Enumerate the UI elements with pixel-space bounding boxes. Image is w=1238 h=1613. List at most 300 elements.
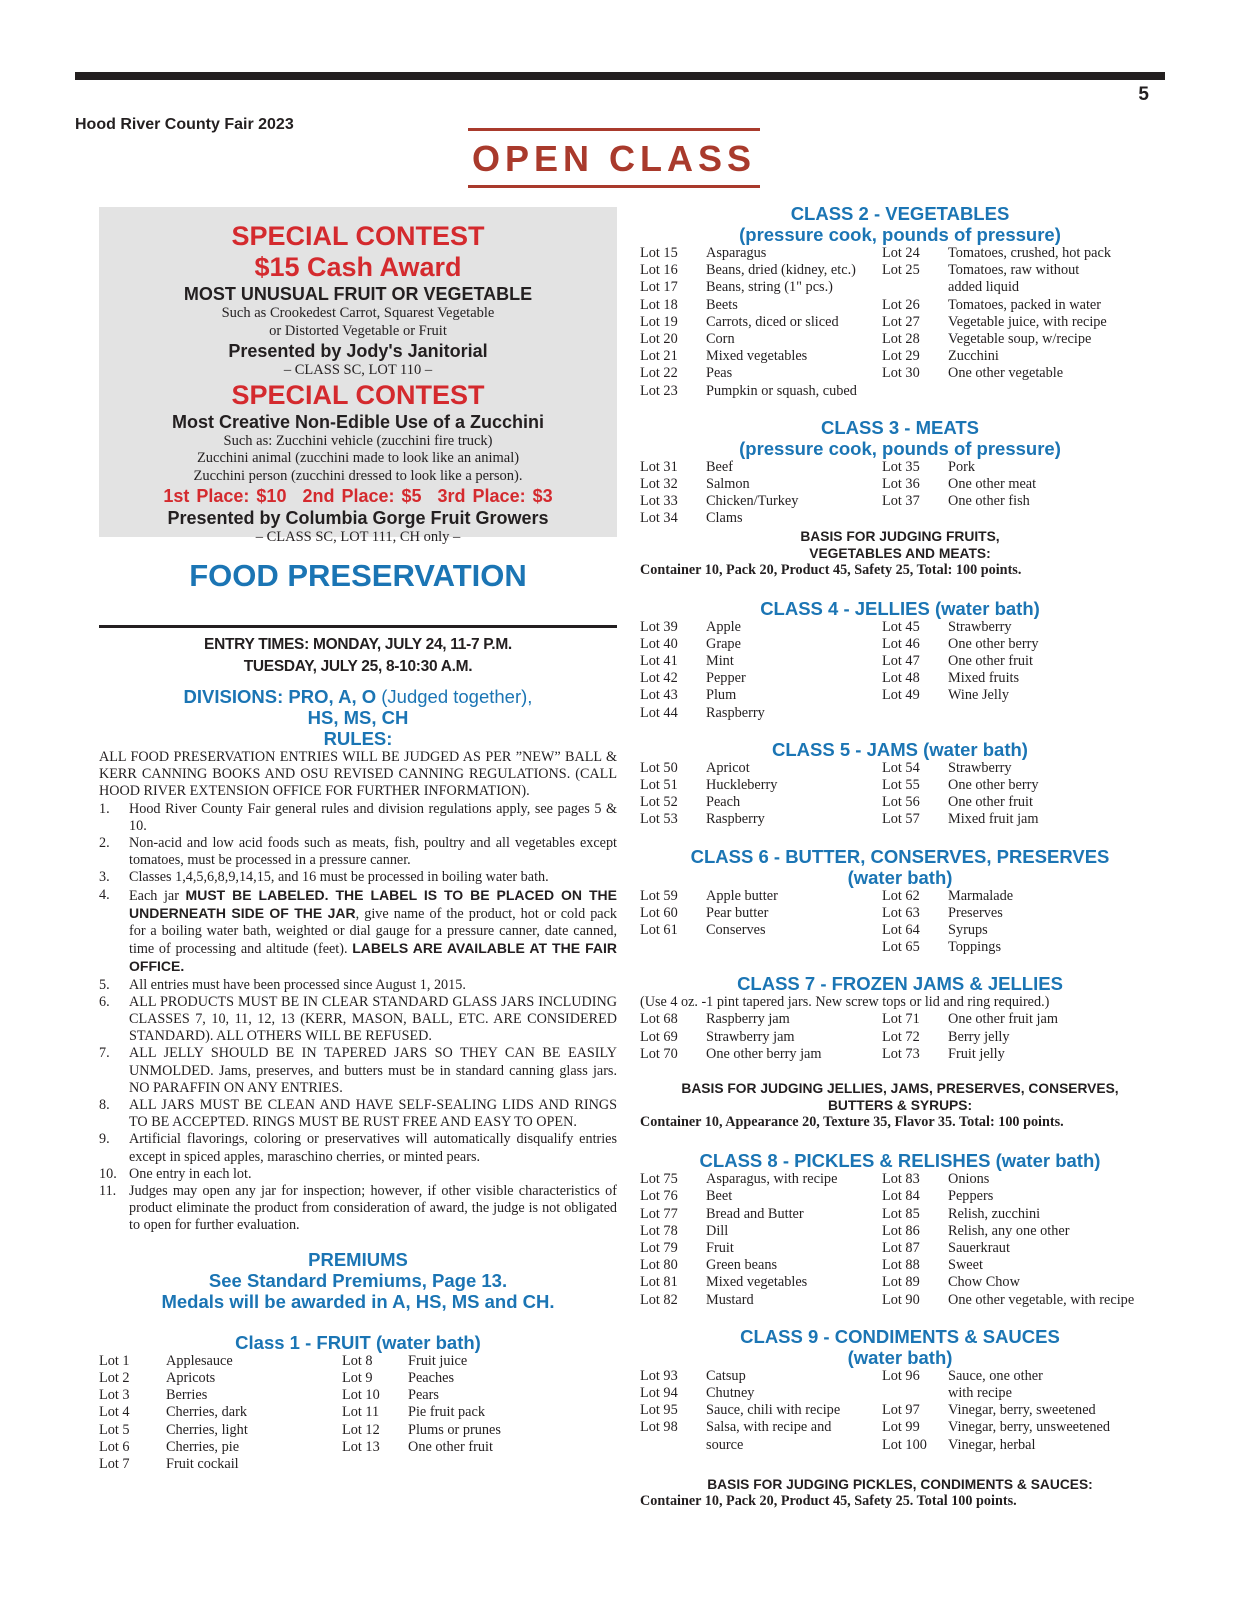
class-2-subtitle: (pressure cook, pounds of pressure) [739,224,1061,245]
lot-description: Pie fruit pack [408,1404,486,1421]
lot-description: Cherries, light [166,1421,248,1438]
lot-number: Lot 19 [640,313,678,330]
lot-description: Preserves [948,904,1003,921]
lot-description: One other vegetable, with recipe [948,1291,1135,1308]
basis-heading: BASIS FOR JUDGING FRUITS, [800,528,1000,544]
lot-row [640,670,1148,687]
lot-description: Chutney [706,1384,755,1401]
lot-description: Cherries, pie [166,1438,240,1455]
lot-description: Pork [948,458,976,475]
rule-item: 5. All entries must have been processed since August 1, 2015. [99,976,466,993]
lot-row [640,794,1148,811]
basis-judging-3 [640,1476,1160,1493]
lot-description: Toppings [948,939,1002,956]
contest-2-desc: Zucchini animal (zucchini made to look like an animal) [196,450,520,466]
lot-number: Lot 41 [640,653,678,670]
lot-description: Relish, any one other [948,1222,1070,1239]
lot-description: Beets [706,296,738,313]
lot-number: Lot 28 [882,331,920,348]
lot-row [640,1402,1148,1419]
lot-number: Lot 48 [882,670,920,687]
lot-number: Lot 97 [882,1402,920,1419]
lot-description: Fruit juice [408,1352,468,1369]
lot-number: Lot 36 [882,476,920,493]
lot-description: Peaches [408,1369,455,1386]
lot-description: Tomatoes, packed in water [948,296,1102,313]
class-2-title: CLASS 2 - VEGETABLES [790,203,1010,224]
lot-number: Lot 3 [99,1387,130,1404]
lot-description: Corn [706,331,735,348]
rule-item: 1. Hood River County Fair general rules and division regulations apply, see pages 5 & 10. [99,800,617,834]
lot-row [640,279,1148,296]
lot-description: One other berry [948,777,1039,794]
lot-number: Lot 39 [640,618,678,635]
divisions [99,686,617,707]
lot-description: Zucchini [948,348,999,365]
lot-number: Lot 61 [640,922,678,939]
lot-number: Lot 72 [882,1028,920,1045]
lot-row [640,383,1148,400]
lot-row [640,1437,1148,1454]
lot-row [640,777,1148,794]
lot-description: Mustard [706,1291,754,1308]
lot-number [882,705,948,722]
basis-judging-1 [640,528,1160,562]
rule-item: 2. Non-acid and low acid foods such as meats, fish, poultry and all vegetables except tomatoes, must be processed in a pressure canner. [99,835,617,869]
lot-number: Lot 50 [640,759,678,776]
lot-description [948,705,1148,722]
lot-row [99,1439,528,1456]
rules-heading: RULES: [323,728,393,749]
class-8-table [640,1171,1158,1309]
lot-number: Lot 1 [99,1352,130,1369]
class-8-title: CLASS 8 - PICKLES & RELISHES (water bath) [699,1150,1101,1172]
lot-description: Plums or prunes [408,1421,501,1438]
lot-number: Lot 10 [342,1387,380,1404]
lot-description: One other fruit [948,794,1033,811]
contest-2-title: SPECIAL CONTEST [231,379,485,410]
lot-description: Beet [706,1188,733,1205]
lot-row [640,510,1148,527]
lot-description: Strawberry [948,618,1012,635]
lot-number: Lot 62 [882,887,920,904]
lot-description: Raspberry jam [706,1011,790,1028]
lot-row [640,1188,1158,1205]
contest-1-desc: or Distorted Vegetable or Fruit [269,322,447,339]
lot-number: Lot 31 [640,458,678,475]
lot-description: added liquid [948,279,1020,296]
lot-description: Apricot [706,759,750,776]
lot-number [882,510,948,527]
lot-number: Lot 60 [640,904,678,921]
lot-row [640,905,1148,922]
class-6-subtitle: (water bath) [847,866,953,888]
lot-number: Lot 43 [640,687,678,704]
lot-description [408,1456,528,1473]
lot-description: Beans, string (1" pcs.) [706,279,833,296]
lot-description: One other fish [948,493,1030,510]
contest-2-prizes [99,485,617,507]
class-3-table [640,459,1148,528]
lot-number: Lot 87 [882,1239,920,1256]
lot-row [99,1422,528,1439]
divisions-label: DIVISIONS: PRO, A, O [183,686,377,707]
lot-description [706,939,882,956]
lot-row [640,705,1148,722]
lot-number: Lot 63 [882,904,920,921]
lot-description: One other berry jam [706,1045,822,1062]
entry-times [99,634,617,678]
lot-row [640,1029,1148,1046]
contest-1-subject: MOST UNUSUAL FRUIT OR VEGETABLE [183,284,533,304]
lot-description: Syrups [948,922,988,939]
contest-2-class: – CLASS SC, LOT 111, CH only – [255,529,461,545]
lot-description: Raspberry [706,704,765,721]
lot-description: Vinegar, berry, sweetened [948,1402,1096,1419]
lot-description: Pear butter [706,904,769,921]
lot-description: One other vegetable [948,365,1064,382]
lot-number [640,1437,706,1454]
lot-description: Berries [166,1387,208,1404]
section-rule [99,625,617,628]
lot-description: Fruit cockail [166,1455,239,1472]
lot-row [640,1046,1148,1063]
lot-number: Lot 57 [882,811,920,828]
class-9-subtitle: (water bath) [847,1346,953,1368]
special-contest-box [99,207,617,545]
contest-1-presenter: Presented by Jody's Janitorial [228,341,488,361]
lot-row [640,297,1148,314]
lot-description: Plum [706,687,737,704]
lot-number: Lot 40 [640,635,678,652]
lot-description: Raspberry [706,811,765,828]
entry-times-line-2: TUESDAY, JULY 25, 8-10:30 A.M. [243,658,473,675]
lot-number: Lot 59 [640,887,678,904]
lot-row [640,314,1148,331]
lot-number: Lot 2 [99,1369,130,1386]
lot-number: Lot 76 [640,1188,678,1205]
premiums-block [99,1249,617,1312]
lot-number [882,279,948,296]
lot-number: Lot 64 [882,922,920,939]
lot-description: Sauce, one other [948,1367,1043,1384]
prize-first: 1st Place: $10 [163,486,287,506]
page-title-block [468,128,760,188]
lot-description: Vinegar, herbal [948,1436,1036,1453]
lot-number: Lot 16 [640,262,678,279]
rules-list [99,801,617,1235]
lot-description: Fruit jelly [948,1045,1005,1062]
contest-2-desc: Such as: Zucchini vehicle (zucchini fire truck) [223,432,493,449]
lot-number: Lot 32 [640,476,678,493]
page-title: OPEN CLASS [471,138,757,179]
lot-row [640,1385,1148,1402]
lot-description: Wine Jelly [948,687,1009,704]
lot-number: Lot 94 [640,1384,678,1401]
lot-description: Marmalade [948,887,1014,904]
lot-description: Apple butter [706,887,778,904]
lot-row [640,1257,1158,1274]
lot-number: Lot 29 [882,348,920,365]
lot-description: Chicken/Turkey [706,493,799,510]
lot-number: Lot 23 [640,382,678,399]
lot-number: Lot 98 [640,1419,678,1436]
lot-row [640,348,1148,365]
lot-number: Lot 93 [640,1367,678,1384]
prize-second: 2nd Place: $5 [302,486,422,506]
lot-description: Onions [948,1171,990,1188]
rule-item: 6. ALL PRODUCTS MUST BE IN CLEAR STANDARD GLASS JARS INCLUDING CLASSES 7, 10, 11, 12, 13 (KERR, MASON, BALL, ETC. ARE CONSIDERED STANDARD). ALL OTHERS WILL BE REFUSED. [99,993,617,1045]
rule-item: 9. Artificial flavorings, coloring or preservatives will automatically disqualify entries except in spiced apples, maraschino cherries, or minted pears. [99,1131,617,1165]
lot-number: Lot 26 [882,296,920,313]
lot-number: Lot 6 [99,1438,130,1455]
lot-description: Beef [706,458,733,475]
lot-description: Tomatoes, crushed, hot pack [948,245,1111,261]
lot-number: Lot 86 [882,1222,920,1239]
lot-number: Lot 90 [882,1291,920,1308]
lot-number: Lot 9 [342,1369,373,1386]
rule-item: 4. Each jar MUST BE LABELED. THE LABEL IS TO BE PLACED ON THE UNDERNEATH SIDE OF THE JAR, give name of the product, hot or cold pack for a boiling water bath, weighted or dial gauge for a pressure canner, date canned, time of processing and altitude (feet). LABELS ARE AVAILABLE AT THE FAIR OFFICE. [99,886,617,975]
lot-row [640,459,1148,476]
lot-description: Salsa, with recipe and [706,1419,832,1436]
lot-number: Lot 84 [882,1188,920,1205]
premiums-heading: PREMIUMS [308,1248,408,1270]
lot-description: Sweet [948,1257,983,1274]
lot-number [882,383,948,400]
top-rule [75,72,1165,80]
lot-number: Lot 15 [640,245,678,261]
lot-number: Lot 99 [882,1419,920,1436]
premiums-note: See Standard Premiums, Page 13. [208,1269,508,1291]
lot-number: Lot 96 [882,1367,920,1384]
lot-number: Lot 83 [882,1171,920,1188]
lot-number [882,1385,948,1402]
lot-number: Lot 20 [640,331,678,348]
lot-number: Lot 37 [882,493,920,510]
lot-number: Lot 34 [640,510,678,527]
lot-description: Fruit [706,1239,734,1256]
class-7-title: CLASS 7 - FROZEN JAMS & JELLIES [737,973,1063,995]
lot-row [640,1292,1158,1309]
lot-description: One other berry [948,635,1039,652]
class-4-table [640,619,1148,722]
lot-number: Lot 52 [640,794,678,811]
class-4-title: CLASS 4 - JELLIES (water bath) [760,597,1040,619]
lot-row [640,245,1148,262]
lot-row [640,1274,1158,1291]
lot-description: Asparagus, with recipe [706,1171,838,1188]
lot-number: Lot 78 [640,1222,678,1239]
lot-description: Carrots, diced or sliced [706,313,839,330]
lot-number: Lot 30 [882,365,920,382]
lot-row [99,1387,528,1404]
lot-description: One other fruit jam [948,1011,1058,1028]
basis-judging-1-points: Container 10, Pack 20, Product 45, Safety 25, Total: 100 points. [640,561,1022,578]
rule-item: 10. One entry in each lot. [99,1165,252,1182]
lot-number: Lot 56 [882,794,920,811]
rule-item: 7. ALL JELLY SHOULD BE IN TAPERED JARS SO THEY CAN BE EASILY UNMOLDED. Jams, preserves, and butters must be in standard canning glass jars. NO PARAFFIN ON ANY ENTRIES. [99,1045,617,1096]
lot-number: Lot 77 [640,1205,678,1222]
lot-number: Lot 27 [882,313,920,330]
lot-number: Lot 49 [882,687,920,704]
lot-description: Pumpkin or squash, cubed [706,382,857,399]
lot-row [640,760,1148,777]
lot-description: Peach [706,794,741,811]
lot-row [640,1223,1158,1240]
rule-item: 8. ALL JARS MUST BE CLEAN AND HAVE SELF-SEALING LIDS AND RINGS TO BE ACCEPTED. RINGS MUST BE RUST FREE AND EASY TO OPEN. [99,1097,617,1131]
food-preservation-title: FOOD PRESERVATION [189,558,527,593]
contest-1-title: SPECIAL CONTEST [231,221,485,251]
lot-description [948,383,1148,400]
basis-heading: BASIS FOR JUDGING PICKLES, CONDIMENTS & SAUCES: [707,1476,1093,1492]
lot-row [640,1206,1158,1223]
left-column [99,207,617,1473]
lot-description: Applesauce [166,1352,233,1369]
lot-description: Pears [408,1387,439,1404]
lot-description: Clams [706,510,743,527]
lot-number: Lot 75 [640,1171,678,1188]
class-1-table [99,1353,528,1473]
basis-heading: BASIS FOR JUDGING JELLIES, JAMS, PRESERVES, CONSERVES, [681,1081,1119,1097]
lot-number: Lot 5 [99,1421,130,1438]
lot-description: Mint [706,653,734,670]
lot-description: One other meat [948,476,1037,493]
lot-description: source [706,1436,744,1453]
lot-description: One other fruit [948,653,1033,670]
lot-number: Lot 71 [882,1011,920,1028]
running-head: Hood River County Fair 2023 [75,116,294,133]
class-6-title: CLASS 6 - BUTTER, CONSERVES, PRESERVES [690,845,1110,867]
lot-number: Lot 45 [882,618,920,635]
lot-number: Lot 13 [342,1438,380,1455]
lot-number: Lot 81 [640,1274,678,1291]
lot-number: Lot 70 [640,1045,678,1062]
lot-number: Lot 53 [640,811,678,828]
lot-description: Cherries, dark [166,1404,247,1421]
lot-number [640,939,706,956]
right-column [640,203,1160,1510]
lot-number: Lot 44 [640,704,678,721]
lot-description: Mixed fruits [948,670,1020,687]
lot-description: Beans, dried (kidney, etc.) [706,262,856,279]
lot-description: Pepper [706,670,746,687]
lot-row [640,888,1148,905]
lot-number: Lot 85 [882,1205,920,1222]
basis-judging-3-points: Container 10, Pack 20, Product 45, Safety 25. Total 100 points. [640,1492,1017,1509]
lot-number: Lot 42 [640,670,678,687]
contest-1-desc: Such as Crookedest Carrot, Squarest Vegetable [221,305,495,321]
lot-number: Lot 89 [882,1274,920,1291]
basis-judging-2 [640,1080,1160,1114]
class-6-table [640,888,1148,957]
lot-number: Lot 8 [342,1352,373,1369]
lot-description: Peas [706,365,733,382]
lot-number: Lot 69 [640,1028,678,1045]
contest-2-subject: Most Creative Non-Edible Use of a Zucchini [171,411,545,432]
contest-1-class: – CLASS SC, LOT 110 – [283,362,433,378]
lot-description: Apricots [166,1369,216,1386]
lot-number: Lot 82 [640,1291,678,1308]
lot-description: Chow Chow [948,1274,1020,1291]
lot-row [640,476,1148,493]
lot-number: Lot 35 [882,458,920,475]
lot-row [640,493,1148,510]
lot-row [640,619,1148,636]
lot-row [99,1370,528,1387]
lot-description: Mixed vegetables [706,1274,808,1291]
lot-description: Mixed vegetables [706,348,808,365]
class-7-note: (Use 4 oz. -1 pint tapered jars. New screw tops or lid and ring required.) [640,994,1050,1011]
lot-row [640,1171,1158,1188]
lot-description: Peppers [948,1188,994,1205]
lot-description: Conserves [706,922,766,939]
lot-description: Strawberry jam [706,1028,795,1045]
class-5-title: CLASS 5 - JAMS (water bath) [772,738,1028,760]
lot-number: Lot 12 [342,1421,380,1438]
lot-description: with recipe [948,1384,1012,1401]
lot-description: Green beans [706,1257,778,1274]
lot-number: Lot 54 [882,759,920,776]
lot-description: Tomatoes, raw without [948,262,1080,279]
class-5-table [640,760,1148,829]
class-3-title: CLASS 3 - MEATS [821,416,979,438]
lot-number: Lot 25 [882,262,920,279]
lot-row [640,1011,1148,1028]
lot-description: One other fruit [408,1438,493,1455]
lot-number: Lot 21 [640,348,678,365]
basis-heading: BUTTERS & SYRUPS: [827,1098,973,1114]
lot-description: Berry jelly [948,1028,1010,1045]
lot-row [640,653,1148,670]
lot-number: Lot 7 [99,1455,130,1472]
basis-heading: VEGETABLES AND MEATS: [809,545,991,561]
lot-row [640,939,1148,956]
lot-description: Catsup [706,1367,746,1384]
lot-description: Grape [706,635,741,652]
medals-note: Medals will be awarded in A, HS, MS and CH. [161,1290,555,1312]
lot-number: Lot 100 [882,1436,927,1453]
rule-item: 11. Judges may open any jar for inspection; however, if other visible characteristics of product eliminate the product from consideration of award, the judge is not obligated to open for further evaluation. [99,1183,617,1234]
lot-number: Lot 18 [640,296,678,313]
lot-number: Lot 79 [640,1239,678,1256]
lot-row [640,922,1148,939]
lot-description: Vegetable juice, with recipe [948,313,1107,330]
lot-row [640,331,1148,348]
lot-description: Salmon [706,476,750,493]
class-3-subtitle: (pressure cook, pounds of pressure) [739,437,1061,459]
lot-number: Lot 95 [640,1402,678,1419]
lot-number: Lot 55 [882,777,920,794]
lot-row [99,1404,528,1421]
lot-number: Lot 46 [882,635,920,652]
lot-number: Lot 51 [640,777,678,794]
contest-2-desc: Zucchini person (zucchini dressed to look like a person). [193,467,523,484]
lot-description: Apple [706,618,741,635]
class-2-table [640,245,1148,400]
lot-number: Lot 24 [882,245,920,261]
lot-row [640,1419,1148,1436]
class-9-table [640,1368,1148,1454]
lot-row [640,262,1148,279]
divisions-youth: HS, MS, CH [307,707,409,728]
page-number: 5 [1138,84,1149,105]
rules-intro: ALL FOOD PRESERVATION ENTRIES WILL BE JUDGED AS PER ”NEW” BALL & KERR CANNING BOOKS AND OSU REVISED CANNING REGULATIONS. (CALL HOOD RIVER EXTENSION OFFICE FOR FURTHER INFORMATION). [99,749,617,800]
lot-row [640,636,1148,653]
lot-description: Huckleberry [706,777,778,794]
lot-row [99,1456,528,1473]
lot-number [342,1456,408,1473]
contest-2-presenter: Presented by Columbia Gorge Fruit Growers [167,508,549,528]
